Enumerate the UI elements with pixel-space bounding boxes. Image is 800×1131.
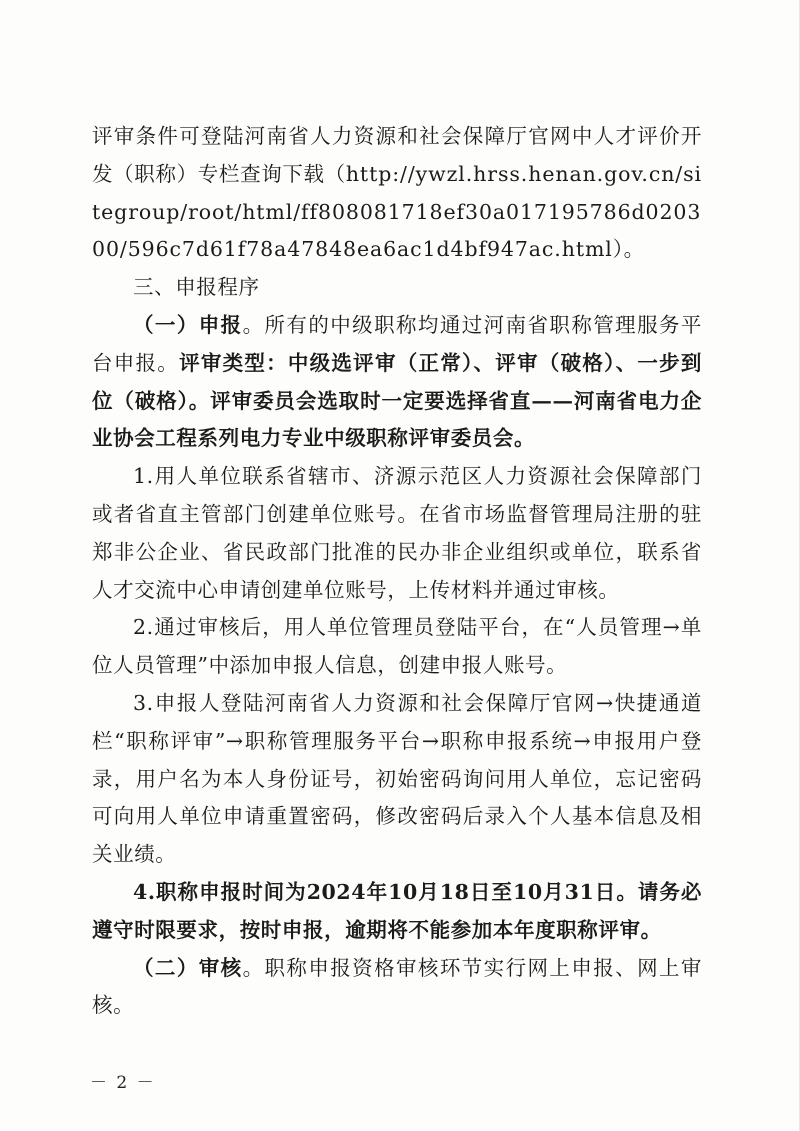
list-item-1: 1.用人单位联系省辖市、济源示范区人力资源社会保障部门或者省直主管部门创建单位账号。在省市场监督管理局注册的驻郑非公企业、省民政部门批准的民办非企业组织或单位，联系省人才交流中心申请创建单位账号，上传材料并通过审核。 [92,464,702,602]
application-sep: 。 [242,312,265,337]
subsection-label-review: （二）审核 [133,955,243,980]
paragraph-criteria-download [92,118,702,269]
application-text: 所有的中级职称均通过河南省职称管理服务平台申报。 [92,312,702,375]
criteria-url: http://ywzl.hrss.henan.gov.cn/sitegroup/root/html/ff808081718ef30a017195786d020300/596c7d61f78a47848ea6ac1d4bf947ac.html [92,161,702,262]
criteria-text: 评审条件可登陆河南省人力资源和社会保障厅官网中人才评价开发（职称）专栏查询下载（ [92,124,702,186]
review-type-bold-text: 评审类型：中级选评审（正常）、评审（破格）、一步到位（破格）。评审委员会选取时一定要选择省直——河南省电力企业协会工程系列电力专业中级职称评审委员会。 [92,350,702,451]
list-item-4-deadline: 4.职称申报时间为2024年10月18日至10月31日。请务必遵守时限要求，按时申报，逾期将不能参加本年度职称评审。 [92,879,702,942]
paragraph-application [92,307,702,458]
list-item-2: 2.通过审核后，用人单位管理员登陆平台，在“人员管理→单位人员管理”中添加申报人信息，创建申报人账号。 [92,615,702,678]
review-text: 职称申报资格审核环节实行网上申报、网上审核。 [92,955,702,1018]
page-number: － 2 － [90,1073,156,1093]
document-body [92,118,702,1025]
paragraph-review [92,950,702,1026]
section-heading-application-procedure: 三、申报程序 [133,275,260,300]
list-item-3: 3.申报人登陆河南省人力资源和社会保障厅官网→快捷通道栏“职称评审”→职称管理服务平台→职称申报系统→申报用户登录，用户名为本人身份证号，初始密码询问用人单位，忘记密码可向用人单位申请重置密码，修改密码后录入个人基本信息及相关业绩。 [92,690,702,867]
criteria-tail: ）。 [612,237,645,262]
subsection-label-application: （一）申报 [133,312,243,337]
review-sep: 。 [242,955,265,980]
